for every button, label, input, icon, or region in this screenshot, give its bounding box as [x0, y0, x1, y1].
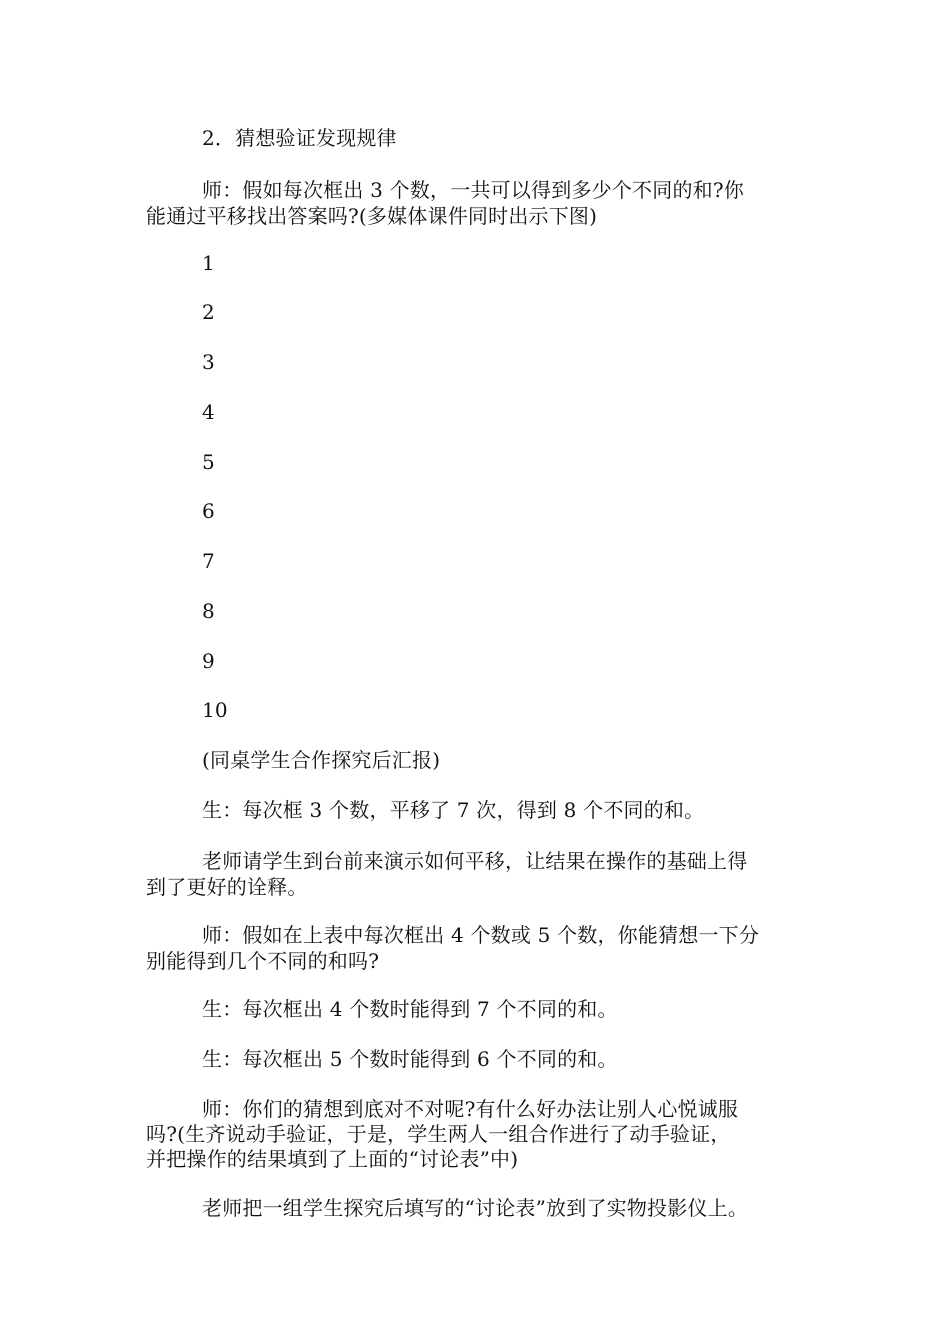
- paragraph-teacher-projector: 老师把一组学生探究后填写的“讨论表”放到了实物投影仪上。: [202, 1196, 749, 1220]
- number-item: 1: [202, 251, 215, 275]
- number-item: 7: [202, 549, 215, 573]
- paragraph-student-five: 生：每次框出 5 个数时能得到 6 个不同的和。: [202, 1047, 618, 1071]
- number-item: 3: [202, 350, 215, 374]
- number-item: 5: [202, 450, 215, 474]
- paragraph-teacher-question-line2: 能通过平移找出答案吗?(多媒体课件同时出示下图): [146, 204, 598, 228]
- paragraph-group-report: (同桌学生合作探究后汇报): [202, 748, 441, 772]
- number-item: 6: [202, 499, 215, 523]
- section-heading: 2．猜想验证发现规律: [202, 126, 397, 150]
- paragraph-teacher-demo-line1: 老师请学生到台前来演示如何平移，让结果在操作的基础上得: [202, 849, 748, 873]
- paragraph-teacher-verify-line3: 并把操作的结果填到了上面的“讨论表”中): [146, 1147, 519, 1171]
- paragraph-teacher-demo-line2: 到了更好的诠释。: [146, 875, 308, 899]
- number-item: 8: [202, 599, 215, 623]
- paragraph-student-four: 生：每次框出 4 个数时能得到 7 个不同的和。: [202, 997, 618, 1021]
- paragraph-student-answer: 生：每次框 3 个数，平移了 7 次，得到 8 个不同的和。: [202, 798, 705, 822]
- paragraph-teacher-verify-line1: 师：你们的猜想到底对不对呢?有什么好办法让别人心悦诚服: [202, 1097, 739, 1121]
- paragraph-teacher-verify-line2: 吗?(生齐说动手验证，于是，学生两人一组合作进行了动手验证，: [146, 1122, 731, 1146]
- number-item: 10: [202, 698, 228, 722]
- paragraph-teacher-guess-line1: 师：假如在上表中每次框出 4 个数或 5 个数，你能猜想一下分: [202, 923, 760, 947]
- number-item: 2: [202, 300, 215, 324]
- number-item: 9: [202, 649, 215, 673]
- number-item: 4: [202, 400, 215, 424]
- paragraph-teacher-question-line1: 师：假如每次框出 3 个数，一共可以得到多少个不同的和?你: [202, 178, 744, 202]
- paragraph-teacher-guess-line2: 别能得到几个不同的和吗?: [146, 949, 380, 973]
